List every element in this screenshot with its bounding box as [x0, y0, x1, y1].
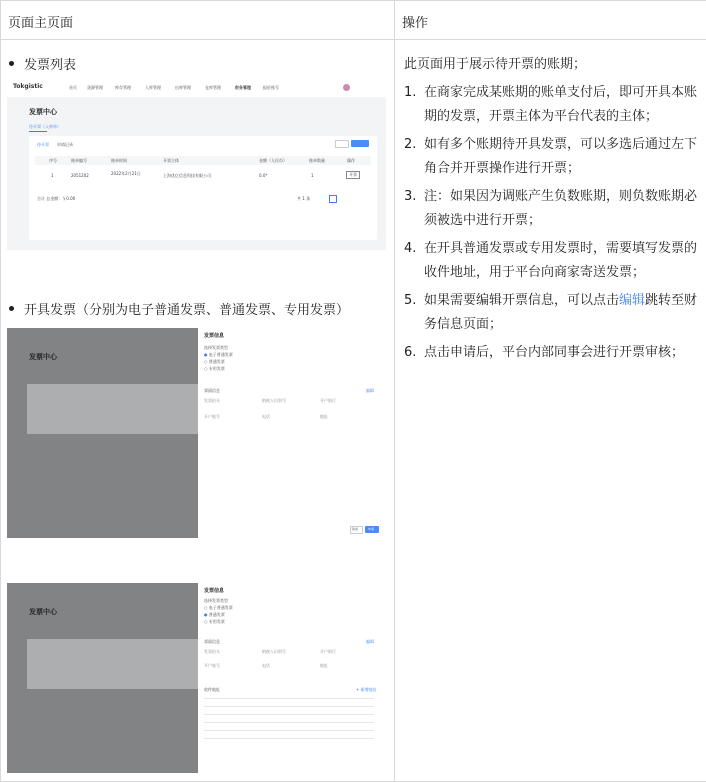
drawer-info-label: 票面信息	[204, 388, 220, 393]
radio-label: 电子普通发票	[208, 352, 233, 357]
step-item	[404, 341, 698, 365]
invoice-drawer	[198, 583, 383, 773]
step-text: 点击申请后，平台内部同事会进行开票审核；	[424, 345, 685, 360]
mini-cell: 1	[51, 173, 54, 178]
address-line	[204, 706, 374, 707]
radio-label: 专用发票	[208, 366, 225, 371]
field-label: 地址	[320, 663, 328, 668]
mini-cell: 0.0*	[259, 173, 268, 178]
mini-nav-item: 入库管理	[145, 85, 161, 90]
field-label: 开户账号	[204, 414, 220, 419]
mini-pagination: 共 1 条	[297, 196, 311, 201]
mini-table-head	[35, 156, 371, 165]
mini-col: 序号	[49, 158, 57, 163]
header-row	[1, 1, 706, 40]
step-text: 注：如果因为调账产生负数账期，则负数账期必须被选中进行开票；	[424, 189, 698, 228]
mini-nav-item: 货源管理	[87, 85, 103, 90]
bullet-dot	[9, 306, 14, 311]
bullet-open-invoice-label: 开具发票（分别为电子普通发票、普通发票、专用发票）	[24, 303, 350, 318]
cancel-label: 取消	[352, 527, 359, 531]
mini-logo: Tokgistic	[13, 83, 43, 90]
left-cell	[1, 40, 395, 782]
step-item	[404, 237, 698, 285]
drawer-info-label: 票面信息	[204, 639, 220, 644]
step-num: 3.	[404, 189, 417, 204]
mini-tab: 待开票（入库单）	[29, 124, 61, 129]
mini-page-title: 发票中心	[29, 608, 57, 616]
type-radio-electronic: ● 电子普通发票	[204, 352, 233, 357]
mini-col: 账单数量	[309, 158, 325, 163]
field-label: 地址	[320, 414, 328, 419]
step-num: 5.	[404, 293, 417, 308]
type-radio-special: ○ 专用发票	[204, 366, 225, 371]
bullet-open-invoice	[9, 299, 349, 318]
mini-page-button	[329, 195, 337, 203]
mini-table-card	[27, 639, 198, 689]
mini-tab-underline	[29, 131, 47, 132]
mini-nav-item: 财务管理	[235, 85, 251, 90]
drawer-type-label: 选择发票类型	[204, 598, 228, 603]
mini-nav-item: 出库管理	[175, 85, 191, 90]
mini-nav-item: 库存管理	[115, 85, 131, 90]
intro-text: 此页面用于展示待开票的账期；	[404, 57, 587, 72]
steps-list	[404, 81, 698, 365]
right-cell	[395, 40, 706, 782]
mini-table-card	[29, 136, 377, 240]
drawer-submit-button	[365, 526, 379, 533]
bullet-invoice-list-label: 发票列表	[24, 58, 77, 73]
mask-overlay	[7, 583, 198, 773]
step-num: 1.	[404, 85, 417, 100]
mini-table-card	[27, 384, 198, 434]
open-invoice-screenshot-1	[7, 328, 383, 538]
address-line	[204, 722, 374, 723]
type-radio-special: ○ 专用发票	[204, 619, 225, 624]
header-right	[395, 1, 706, 40]
type-radio-electronic: ○ 电子普通发票	[204, 605, 233, 610]
mini-page-title: 发票中心	[29, 108, 57, 116]
mini-page-title: 发票中心	[29, 353, 57, 361]
mini-subtab: 待开票	[37, 142, 49, 147]
address-line	[204, 698, 374, 699]
address-line	[204, 730, 374, 731]
step-item	[404, 133, 698, 181]
drawer-title: 发票信息	[204, 333, 225, 339]
step-text: 在开具普通发票或专用发票时，需要填写发票的收件地址，用于平台向商家寄送发票；	[424, 241, 698, 280]
open-invoice-screenshot-2	[7, 583, 383, 773]
add-address-link: + 新增地址	[356, 687, 377, 692]
drawer-type-label: 选择发票类型	[204, 345, 228, 350]
invoice-drawer	[198, 328, 383, 538]
type-radio-normal: ○ 普通发票	[204, 359, 225, 364]
mini-cell: 2022年2月21日	[111, 171, 141, 176]
field-label: 纳税人识别号	[262, 649, 286, 654]
radio-label: 专用发票	[208, 619, 225, 624]
field-label: 电话	[262, 414, 270, 419]
address-line	[204, 738, 374, 739]
step-text: 跳转至财务信息页面；	[424, 293, 698, 332]
radio-label: 普通发票	[208, 359, 225, 364]
mask-overlay	[7, 328, 198, 538]
mini-nav-item: 报价账号	[263, 85, 279, 90]
avatar	[343, 84, 350, 91]
bullet-dot	[9, 61, 14, 66]
mini-footer-total: 合计 总金额：￥0.00	[37, 196, 76, 201]
field-label: 发票抬头	[204, 398, 220, 403]
edit-link[interactable]: 编辑	[619, 293, 646, 308]
field-label: 纳税人识别号	[262, 398, 286, 403]
drawer-edit-link: 编辑	[366, 388, 374, 393]
drawer-address-label: 收件地址	[204, 687, 220, 692]
mini-open-button	[351, 140, 369, 147]
step-item	[404, 81, 698, 129]
radio-label: 电子普通发票	[208, 605, 233, 610]
header-left-label: 页面主页面	[8, 16, 74, 31]
step-num: 2.	[404, 137, 417, 152]
mini-col: 金额（人民币）	[259, 158, 287, 163]
operation-notes	[395, 40, 706, 365]
type-radio-normal: ● 普通发票	[204, 612, 225, 617]
mini-nav-item: 仓库管理	[205, 85, 221, 90]
mini-col: 操作	[347, 158, 355, 163]
invoice-list-screenshot	[7, 79, 386, 250]
mini-nav	[7, 79, 386, 97]
mini-subtab: 申请记录	[57, 142, 73, 147]
mini-cell: 1	[311, 173, 314, 178]
radio-label: 普通发票	[208, 612, 225, 617]
bullet-invoice-list	[9, 54, 76, 73]
mini-nav-item: 首页	[69, 85, 77, 90]
mini-col: 账单时间	[111, 158, 127, 163]
mini-row-action: 开票	[346, 171, 360, 179]
header-left	[1, 1, 395, 40]
step-text: 在商家完成某账期的账单支付后，即可开具本账期的发票，开票主体为平台代表的主体；	[424, 85, 698, 124]
submit-label: 申请	[368, 527, 375, 531]
mini-col: 开票主体	[163, 158, 179, 163]
step-item	[404, 289, 698, 337]
drawer-cancel-button	[350, 526, 363, 534]
step-text: 如有多个账期待开具发票，可以多选后通过左下角合并开票操作进行开票；	[424, 137, 698, 176]
step-text: 如果需要编辑开票信息，可以点击	[424, 293, 620, 308]
mini-col: 账单编号	[71, 158, 87, 163]
field-label: 开户账号	[204, 663, 220, 668]
field-label: 发票抬头	[204, 649, 220, 654]
header-right-label: 操作	[402, 16, 429, 31]
step-num: 6.	[404, 345, 417, 360]
mini-reset-button	[335, 140, 349, 148]
step-item	[404, 185, 698, 233]
content-row	[1, 40, 706, 782]
step-num: 4.	[404, 241, 417, 256]
mini-cell: 上海优亿信息科技有限公司	[163, 173, 211, 178]
field-label: 开户银行	[320, 398, 336, 403]
field-label: 开户银行	[320, 649, 336, 654]
field-label: 电话	[262, 663, 270, 668]
address-line	[204, 714, 374, 715]
drawer-edit-link: 编辑	[366, 639, 374, 644]
drawer-title: 发票信息	[204, 588, 225, 594]
mini-cell: 2051202	[71, 173, 89, 178]
mini-table-row	[35, 168, 371, 184]
